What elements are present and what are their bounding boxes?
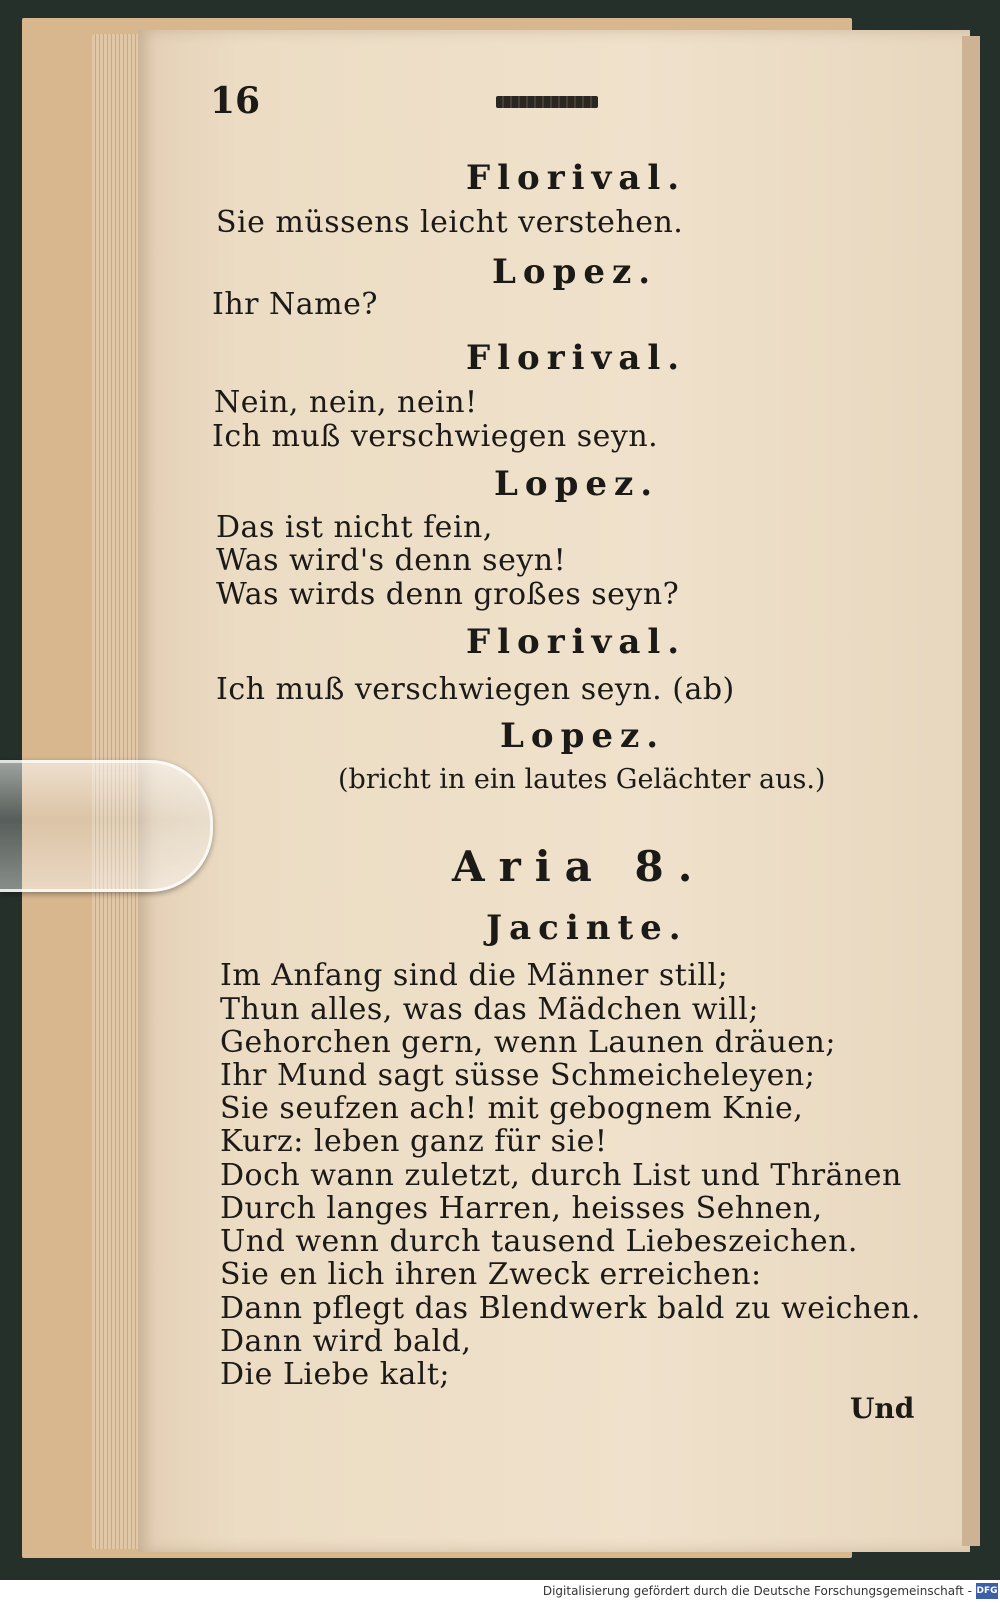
speaker-lopez: Lopez. <box>494 464 660 504</box>
speaker-florival: Florival. <box>466 622 687 662</box>
aria-line: Sie en lich ihren Zweck erreichen: <box>220 1257 762 1292</box>
aria-line: Dann pflegt das Blendwerk bald zu weichen. <box>220 1291 921 1326</box>
dialogue-line: Was wirds denn großes seyn? <box>216 577 680 612</box>
dialogue-line: Nein, nein, nein! <box>214 385 478 420</box>
aria-title: Aria 8. <box>452 842 707 891</box>
speaker-lopez: Lopez. <box>500 716 666 756</box>
aria-line: Kurz: leben ganz für sie! <box>220 1124 608 1159</box>
footer-bar <box>0 1580 1000 1604</box>
dialogue-line: Das ist nicht fein, <box>216 510 493 545</box>
aria-line: Die Liebe kalt; <box>220 1357 451 1392</box>
footer-credit: Digitalisierung gefördert durch die Deutsche Forschungsgemeinschaft - <box>542 1584 972 1598</box>
aria-line: Doch wann zuletzt, durch List und Thränen <box>220 1158 902 1193</box>
catchword: Und <box>850 1392 915 1425</box>
aria-line: Und wenn durch tausend Liebeszeichen. <box>220 1224 858 1259</box>
dialogue-line: Ich muß verschwiegen seyn. <box>212 419 659 454</box>
dialogue-line: Was wird's denn seyn! <box>216 543 567 578</box>
header-ornament <box>496 96 598 108</box>
speaker-lopez: Lopez. <box>492 252 658 292</box>
dfg-logo-icon: DFG <box>976 1583 998 1599</box>
speaker-florival: Florival. <box>466 338 687 378</box>
dialogue-line: Ihr Name? <box>212 287 378 322</box>
speaker-jacinte: Jacinte. <box>486 908 688 948</box>
speaker-florival: Florival. <box>466 158 687 198</box>
aria-line: Thun alles, was das Mädchen will; <box>220 992 759 1027</box>
aria-line: Gehorchen gern, wenn Launen dräuen; <box>220 1025 836 1060</box>
page-right-edge <box>962 36 980 1546</box>
dialogue-line: Ich muß verschwiegen seyn. (ab) <box>216 672 735 707</box>
aria-line: Ihr Mund sagt süsse Schmeicheleyen; <box>220 1058 816 1093</box>
aria-line: Sie seufzen ach! mit gebognem Knie, <box>220 1091 804 1126</box>
dialogue-line: Sie müssens leicht verstehen. <box>216 205 684 240</box>
glass-page-holder <box>0 760 213 892</box>
stage-direction: (bricht in ein lautes Gelächter aus.) <box>338 764 826 795</box>
aria-line: Durch langes Harren, heisses Sehnen, <box>220 1191 823 1226</box>
page-number: 16 <box>210 80 261 122</box>
aria-line: Dann wird bald, <box>220 1324 472 1359</box>
aria-line: Im Anfang sind die Männer still; <box>220 958 729 993</box>
